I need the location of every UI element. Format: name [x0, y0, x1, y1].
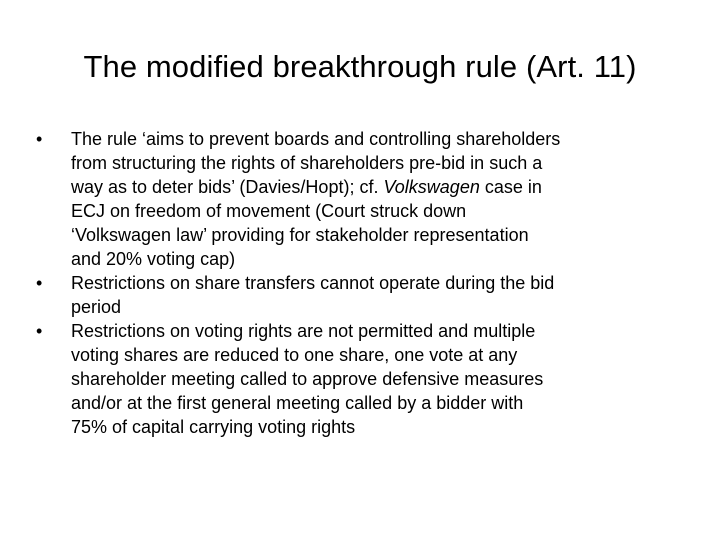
bullet-line-text: way as to deter bids’ (Davies/Hopt); cf. — [71, 177, 384, 197]
bullet-line: voting shares are reduced to one share, one vote at any — [71, 345, 518, 365]
bullet-marker: • — [36, 273, 43, 293]
bullet-line: and/or at the first general meeting called by a bidder with — [71, 393, 524, 413]
bullet-item-voting-rights — [36, 319, 686, 439]
slide-title: The modified breakthrough rule (Art. 11) — [83, 49, 637, 84]
bullet-item-share-transfers — [36, 271, 686, 319]
bullet-line: Restrictions on share transfers cannot operate during the bid — [71, 273, 555, 293]
bullet-list — [36, 127, 686, 439]
bullet-line: The rule ‘aims to prevent boards and controlling shareholders — [71, 129, 561, 149]
bullet-line: and 20% voting cap) — [71, 249, 236, 269]
bullet-line: 75% of capital carrying voting rights — [71, 417, 356, 437]
bullet-line: shareholder meeting called to approve defensive measures — [71, 369, 544, 389]
bullet-marker: • — [36, 129, 43, 149]
bullet-line: ‘Volkswagen law’ providing for stakeholder representation — [71, 225, 529, 245]
bullet-line: from structuring the rights of shareholders pre-bid in such a — [71, 153, 543, 173]
bullet-item-aims — [36, 127, 686, 271]
bullet-line: ECJ on freedom of movement (Court struck down — [71, 201, 467, 221]
bullet-line — [71, 175, 686, 199]
bullet-line-text: case in — [479, 177, 542, 197]
bullet-line: Restrictions on voting rights are not permitted and multiple — [71, 321, 536, 341]
bullet-marker: • — [36, 321, 43, 341]
case-name-italic: Volkswagen — [383, 177, 480, 197]
bullet-line: period — [71, 297, 122, 317]
